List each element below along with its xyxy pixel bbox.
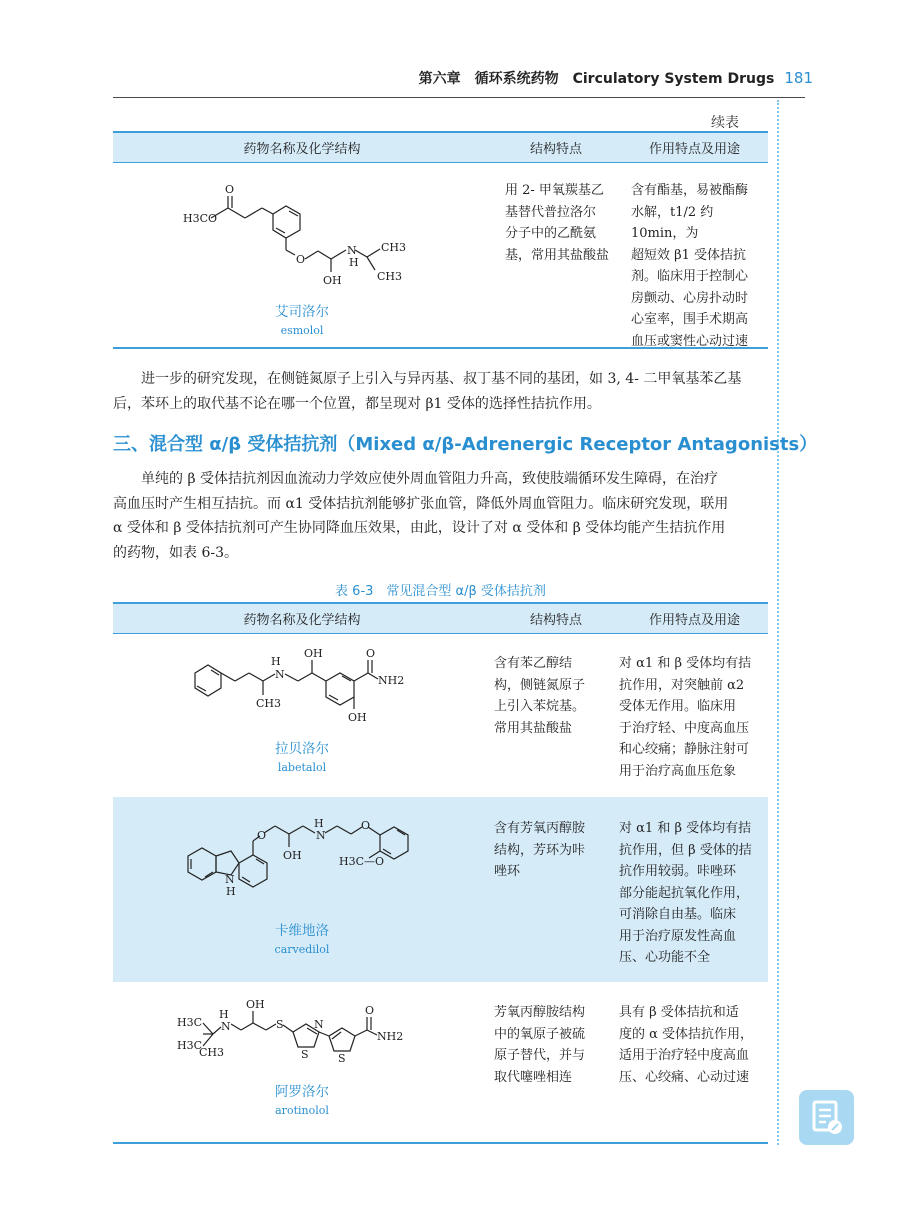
amine-n-label: N bbox=[275, 668, 285, 681]
methyl-b-label: CH3 bbox=[377, 270, 403, 283]
drug-name-en: carvedilol bbox=[274, 943, 330, 956]
thiazole-s-label: S bbox=[301, 1048, 309, 1061]
notepad-icon bbox=[799, 1090, 854, 1145]
header-rule bbox=[113, 97, 805, 98]
amine-n-label: N bbox=[221, 1020, 231, 1033]
methoxy-label: H3C—O bbox=[339, 855, 385, 868]
col-header-structure: 药物名称及化学结构 bbox=[243, 613, 361, 628]
ether-o-label: O bbox=[296, 253, 306, 266]
carbazole-h-label: H bbox=[226, 885, 236, 898]
col-header-use: 作用特点及用途 bbox=[648, 613, 740, 628]
esmolol-structure bbox=[113, 162, 491, 302]
methyl-label: CH3 bbox=[256, 697, 282, 710]
labetalol-structure bbox=[113, 643, 491, 743]
amide-label: NH2 bbox=[377, 1030, 404, 1043]
col-header-features: 结构特点 bbox=[529, 613, 582, 628]
carvedilol-structure bbox=[113, 797, 491, 917]
table-header bbox=[113, 602, 768, 634]
table-row-carvedilol bbox=[113, 797, 768, 982]
hydroxyl-label: OH bbox=[283, 849, 302, 862]
note-button[interactable] bbox=[799, 1090, 854, 1145]
amine-h-label: H bbox=[219, 1008, 229, 1021]
drug-name-cn: 拉贝洛尔 bbox=[275, 741, 329, 757]
drug-name-cn: 艾司洛尔 bbox=[275, 304, 329, 320]
page-number: 181 bbox=[784, 69, 813, 87]
use-text: 具有 β 受体拮抗和适 度的 α 受体拮抗作用， 适用于治疗轻中度高血 压、心绞痛、心动过速 bbox=[619, 1005, 754, 1085]
amine-n-label: N bbox=[316, 829, 326, 842]
tbutyl-ch3c-label: CH3 bbox=[199, 1046, 225, 1059]
structure-features-text: 芳氧丙醇胺结构 中的氧原子被硫 原子替代，并与 取代噻唑相连 bbox=[494, 1005, 586, 1085]
margin-dotted-line bbox=[777, 100, 779, 1145]
carbazole-n-label: N bbox=[225, 873, 235, 886]
structure-features-text: 含有苯乙醇结 构，侧链氮原子 上引入苯烷基。 常用其盐酸盐 bbox=[494, 656, 586, 736]
amine-n-label: N bbox=[347, 244, 357, 257]
amide-label: NH2 bbox=[378, 674, 405, 687]
structure-features-text: 含有芳氧丙醇胺 结构，芳环为咔 唑环 bbox=[494, 821, 586, 879]
table-row-arotinolol bbox=[113, 984, 768, 1142]
hydroxyl-label: OH bbox=[304, 647, 323, 660]
use-text: 对 α1 和 β 受体均有拮 抗作用，对突触前 α2 受体无作用。临床用 于治疗轻、中度高血压 和心绞痛；静脉注射可 用于治疗高血压危象 bbox=[619, 656, 752, 779]
table-row-esmolol bbox=[113, 162, 768, 347]
drug-name-en: arotinolol bbox=[275, 1104, 329, 1117]
section-title: 三、混合型 α/β 受体拮抗剂（Mixed α/β-Adrenergic Receptor Antagonists） bbox=[113, 434, 818, 455]
drug-name-en: esmolol bbox=[280, 324, 324, 337]
phenol-label: OH bbox=[348, 711, 367, 724]
table-6-3 bbox=[113, 602, 768, 1117]
thiazole-n-label: N bbox=[314, 1018, 324, 1031]
use-text: 含有酯基，易被酯酶 水解，t1/2 约 10min，为 超短效 β1 受体拮抗 剂。临床用于控制心 房颤动、心房扑动时 心室率，围手术期高 血压或窦性心动过速 bbox=[631, 183, 749, 349]
thiophene-s-label: S bbox=[338, 1052, 346, 1065]
structure-features-text: 用 2- 甲氧羰基乙 基替代普拉洛尔 分子中的乙酰氨 基，常用其盐酸盐 bbox=[505, 183, 610, 263]
amine-h-label: H bbox=[314, 817, 324, 830]
table-header bbox=[113, 131, 768, 163]
col-header-features: 结构特点 bbox=[529, 142, 582, 157]
drug-name-cn: 阿罗洛尔 bbox=[275, 1084, 329, 1100]
carbonyl-o-label: O bbox=[366, 647, 376, 660]
table-bottom-rule bbox=[113, 1142, 768, 1144]
chapter-title: 第六章 循环系统药物 Circulatory System Drugs bbox=[418, 71, 775, 87]
methyl-a-label: CH3 bbox=[381, 241, 407, 254]
ether-o-label: O bbox=[257, 829, 267, 842]
ether-o2-label: O bbox=[361, 819, 371, 832]
paragraph-1: 进一步的研究发现，在侧链氮原子上引入与异丙基、叔丁基不同的基团，如 3, 4- 二甲氧基苯乙基 后，苯环上的取代基不论在哪一个位置，都呈现对 β1 受体的选择性拮抗作用。 bbox=[113, 371, 742, 412]
methoxy-label: H3CO bbox=[183, 212, 218, 225]
table-row-labetalol bbox=[113, 633, 768, 795]
arotinolol-structure bbox=[113, 994, 491, 1084]
tbutyl-ch3a-label: H3C bbox=[177, 1016, 203, 1029]
thioether-s-label: S bbox=[276, 1018, 284, 1031]
running-header bbox=[419, 68, 813, 88]
tbutyl-ch3b-label: H3C bbox=[177, 1039, 203, 1052]
table-continued-label: 续表 bbox=[711, 115, 739, 131]
hydroxyl-label: OH bbox=[323, 274, 342, 287]
hydroxyl-label: OH bbox=[246, 998, 265, 1011]
carbonyl-o-label: O bbox=[225, 183, 235, 196]
col-header-use: 作用特点及用途 bbox=[648, 142, 740, 157]
paragraph-2: 单纯的 β 受体拮抗剂因血流动力学效应使外周血管阻力升高，致使肢端循环发生障碍，在治疗 高血压时产生相互拮抗。而 α1 受体拮抗剂能够扩张血管，降低外周血管阻力。临床研究发现，联用 α 受体和 β 受体拮抗剂可产生协同降血压效果，由此，设计了对 α 受体和 β 受体均能产生拮抗作用 的药物，如表 6-3。 bbox=[113, 471, 729, 561]
carbonyl-o-label: O bbox=[365, 1004, 375, 1017]
col-header-structure: 药物名称及化学结构 bbox=[243, 142, 361, 157]
amine-h-label: H bbox=[271, 655, 281, 668]
drug-name-cn: 卡维地洛 bbox=[275, 923, 329, 939]
table-caption: 表 6-3 常见混合型 α/β 受体拮抗剂 bbox=[335, 584, 546, 599]
table-bottom-rule bbox=[113, 347, 768, 349]
use-text: 对 α1 和 β 受体均有拮 抗作用，但 β 受体的拮 抗作用较弱。咔唑环 部分能起抗氧化作用， 可消除自由基。临床 用于治疗原发性高血 压、心功能不全 bbox=[619, 821, 752, 965]
amine-h-label: H bbox=[349, 256, 359, 269]
drug-name-en: labetalol bbox=[277, 761, 327, 774]
continued-table bbox=[113, 131, 768, 349]
